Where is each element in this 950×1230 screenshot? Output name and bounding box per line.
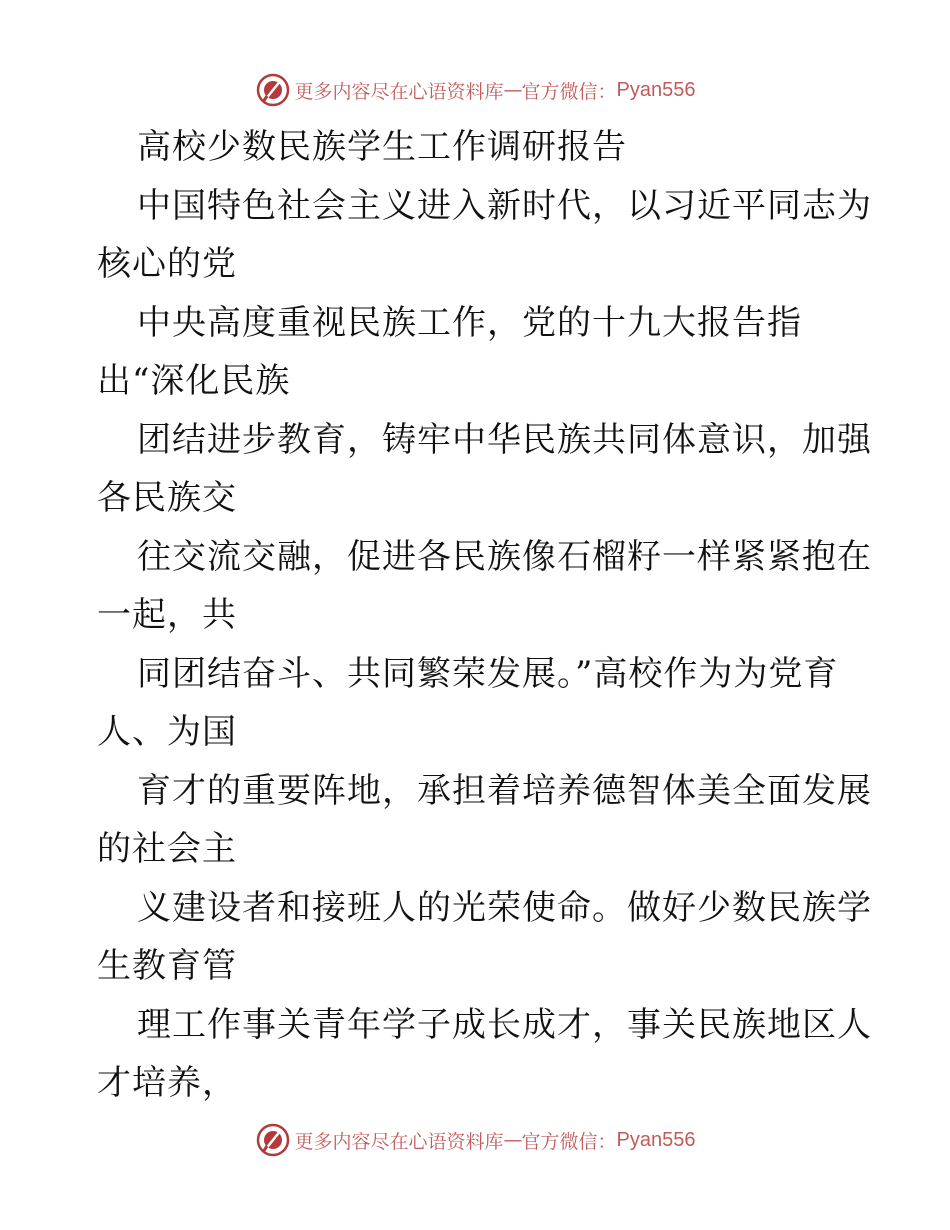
banner-wechat-id: Pyan556 [616,78,696,101]
banner-separator: — [503,79,522,101]
pen-logo-icon [255,1122,291,1158]
banner-separator: — [503,1129,522,1151]
text-line: 高校少数民族学生工作调研报告 [137,127,627,167]
banner-wechat-label: 官方微信： [521,80,617,103]
banner-brand: 更多内容尽在心语资料库 [294,80,504,103]
text-line: 核心的党 [97,244,237,284]
header-banner [0,70,950,110]
text-line: 一起，共 [97,595,237,635]
text-line: 才培养， [97,1063,237,1103]
text-line: 中央高度重视民族工作，党的十九大报告指 [137,302,802,343]
banner-wechat-id: Pyan556 [616,1128,696,1151]
text-line: 育才的重要阵地，承担着培养德智体美全面发展 [137,770,872,811]
text-line: 义建设者和接班人的光荣使命。做好少数民族学 [137,887,872,928]
document-body [97,118,872,1113]
text-line: 的社会主 [97,829,237,869]
text-line: 往交流交融，促进各民族像石榴籽一样紧紧抱在 [137,536,872,577]
text-line: 理工作事关青年学子成长成才，事关民族地区人 [137,1004,872,1045]
text-line: 中国特色社会主义进入新时代，以习近平同志为 [137,185,872,226]
banner-brand: 更多内容尽在心语资料库 [294,1130,504,1153]
text-line: 同团结奋斗、共同繁荣发展。”高校作为为党育 [137,653,839,694]
text-line: 人、为国 [97,712,237,752]
text-line: 团结进步教育，铸牢中华民族共同体意识，加强 [137,419,872,460]
pen-logo-icon [255,72,291,108]
text-line: 各民族交 [97,478,237,518]
text-line: 生教育管 [97,946,237,986]
footer-banner [0,1120,950,1160]
text-line: 出“深化民族 [97,361,291,401]
banner-wechat-label: 官方微信： [521,1130,617,1153]
